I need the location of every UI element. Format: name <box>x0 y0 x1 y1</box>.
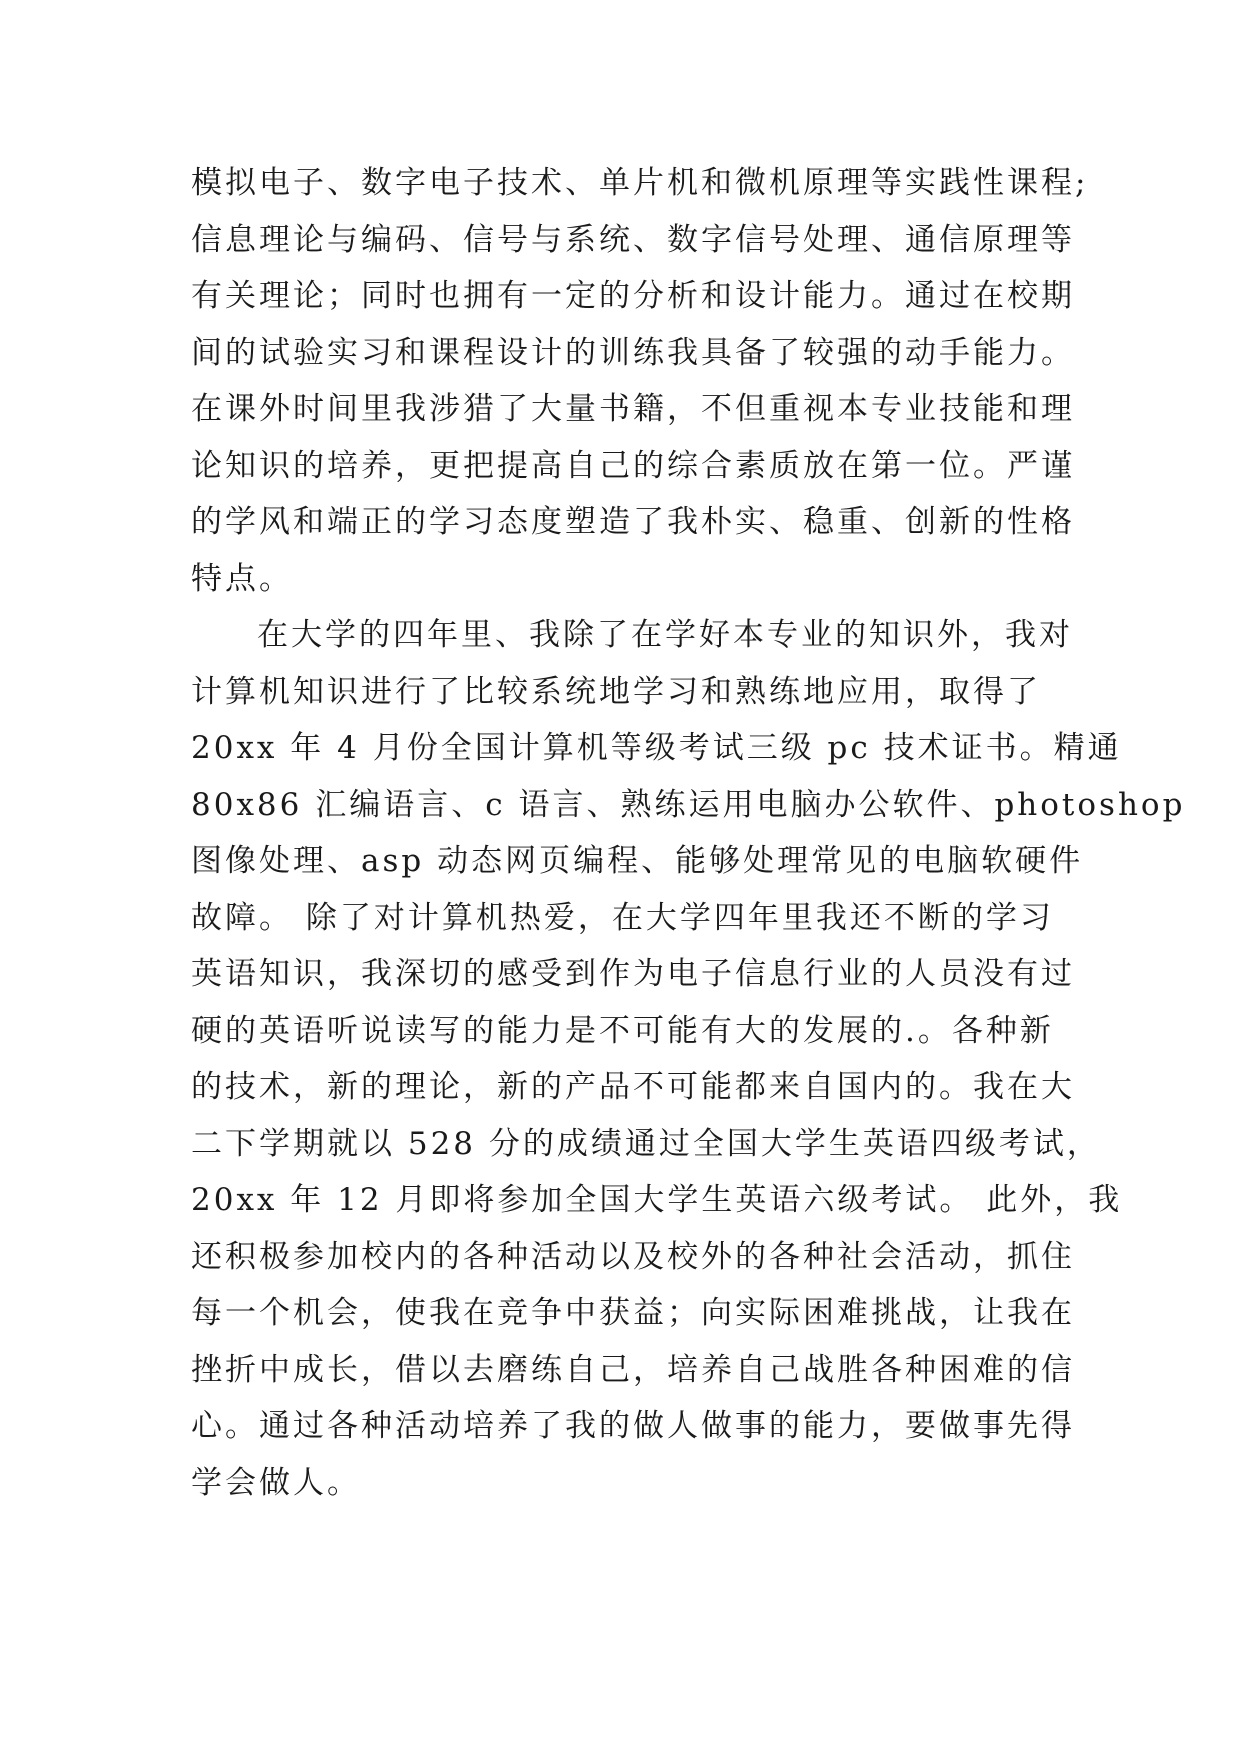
text-line: 挫折中成长，借以去磨练自己，培养自己战胜各种困难的信 <box>191 1351 1075 1388</box>
document-body <box>191 155 1186 1511</box>
text-line: 模拟电子、数字电子技术、单片机和微机原理等实践性课程; <box>191 165 1089 201</box>
text-line: 论知识的培养，更把提高自己的综合素质放在第一位。严谨 <box>191 447 1075 484</box>
text-line: 学会做人。 <box>191 1464 361 1501</box>
text-line: 20xx 年 4 月份全国计算机等级考试三级 pc 技术证书。精通 <box>191 730 1122 766</box>
text-line: 二下学期就以 528 分的成绩通过全国大学生英语四级考试， <box>191 1125 1101 1162</box>
text-line: 故障。 除了对计算机热爱，在大学四年里我还不断的学习 <box>191 899 1054 936</box>
text-line: 的技术，新的理论，新的产品不可能都来自国内的。我在大 <box>191 1069 1075 1105</box>
text-line: 图像处理、asp 动态网页编程、能够处理常见的电脑软硬件 <box>191 843 1084 879</box>
text-line: 在课外时间里我涉猎了大量书籍，不但重视本专业技能和理 <box>191 391 1075 427</box>
paragraph-2 <box>191 607 1186 1511</box>
text-line: 还积极参加校内的各种活动以及校外的各种社会活动，抓住 <box>191 1238 1075 1275</box>
text-line: 特点。 <box>191 560 293 597</box>
text-line: 硬的英语听说读写的能力是不可能有大的发展的.。各种新 <box>191 1012 1054 1049</box>
text-line: 计算机知识进行了比较系统地学习和熟练地应用，取得了 <box>191 673 1041 710</box>
paragraph-1 <box>191 155 1089 607</box>
text-line: 英语知识，我深切的感受到作为电子信息行业的人员没有过 <box>191 956 1075 992</box>
text-line: 的学风和端正的学习态度塑造了我朴实、稳重、创新的性格 <box>191 504 1075 540</box>
text-line: 有关理论；同时也拥有一定的分析和设计能力。通过在校期 <box>191 278 1075 314</box>
text-line-indented: 在大学的四年里、我除了在学好本专业的知识外，我对 <box>257 617 1073 653</box>
text-line: 间的试验实习和课程设计的训练我具备了较强的动手能力。 <box>191 334 1075 371</box>
text-line: 80x86 汇编语言、c 语言、熟练运用电脑办公软件、photoshop <box>191 786 1186 823</box>
text-line: 20xx 年 12 月即将参加全国大学生英语六级考试。 此外，我 <box>191 1182 1123 1218</box>
text-line: 每一个机会，使我在竞争中获益；向实际困难挑战，让我在 <box>191 1295 1075 1331</box>
text-line: 信息理论与编码、信号与系统、数字信号处理、通信原理等 <box>191 221 1075 258</box>
text-line: 心。通过各种活动培养了我的做人做事的能力，要做事先得 <box>191 1408 1075 1444</box>
